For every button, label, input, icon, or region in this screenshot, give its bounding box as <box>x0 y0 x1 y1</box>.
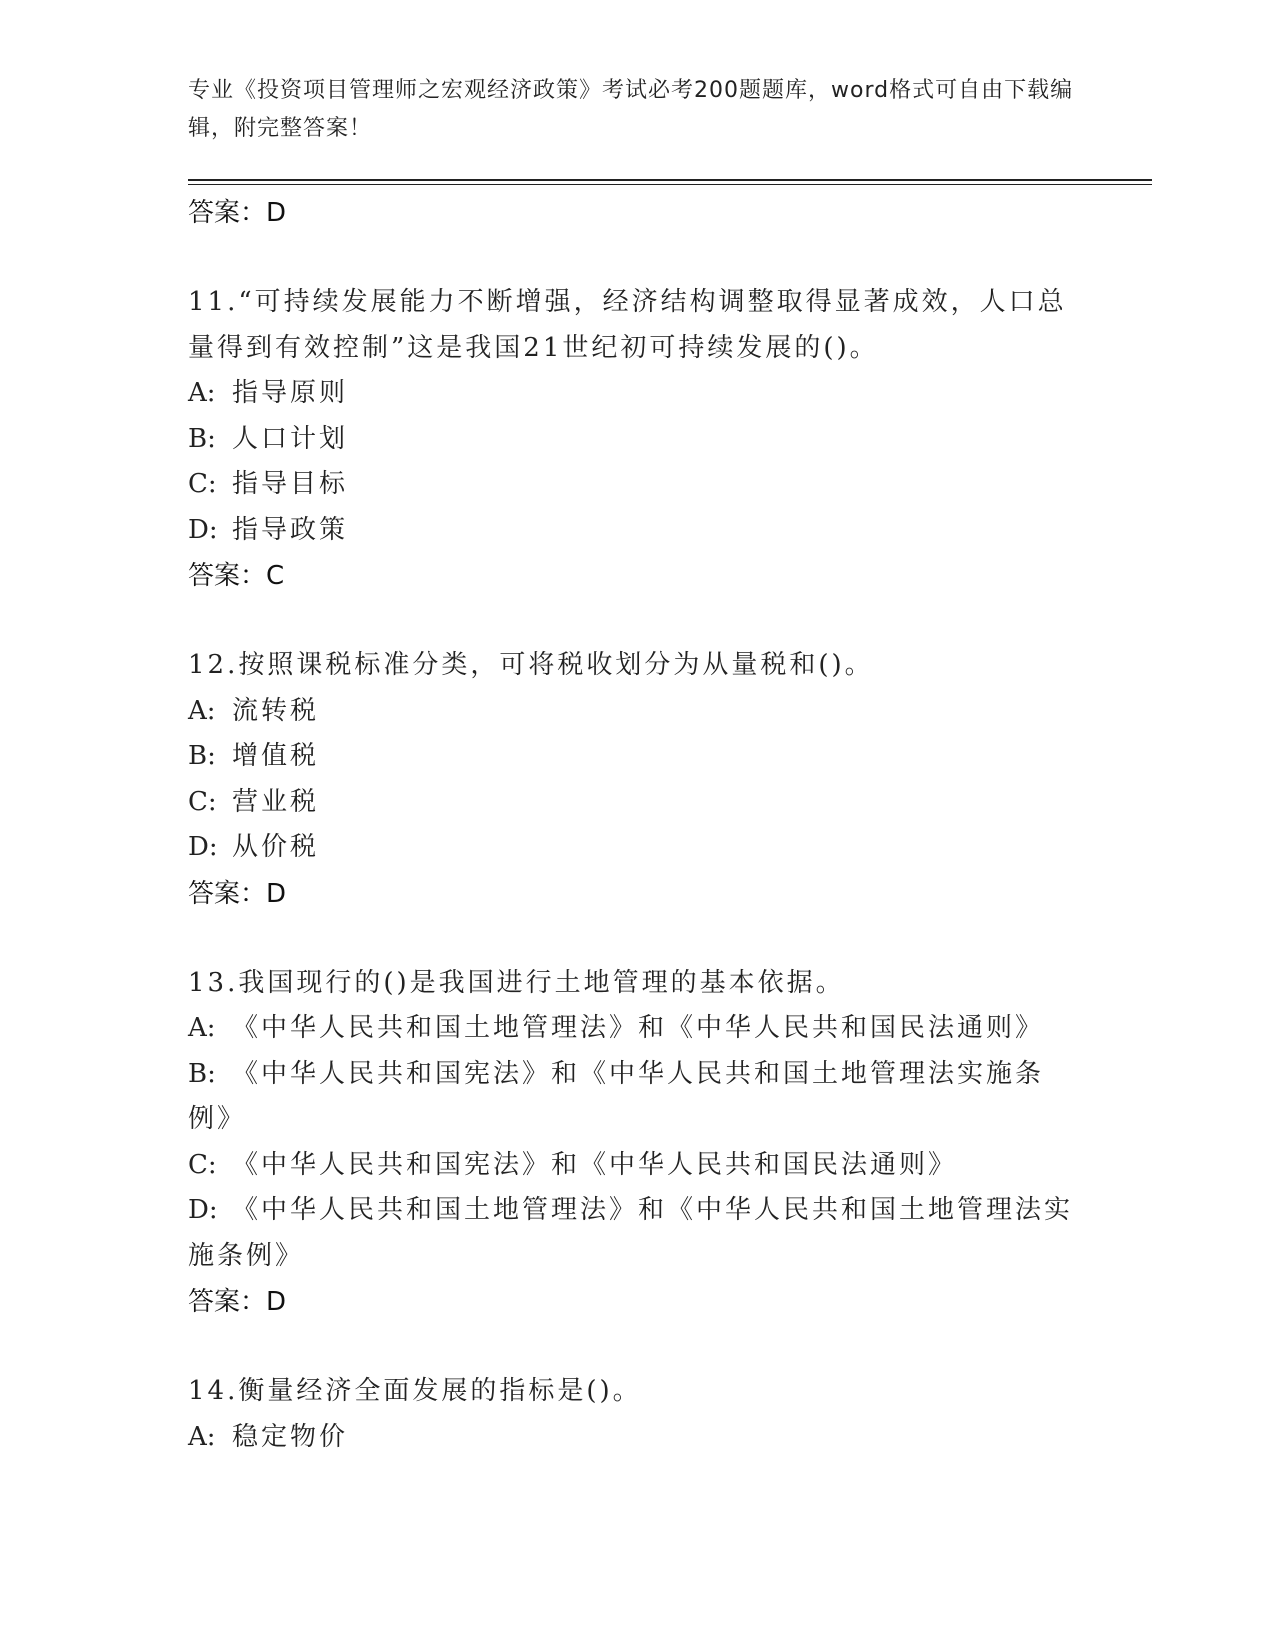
option-b <box>188 417 1088 463</box>
answer-line <box>188 190 1088 236</box>
answer-line <box>188 1279 1088 1325</box>
option-c <box>188 1143 1088 1189</box>
header-rule-thick <box>188 179 1152 181</box>
answer-value: D <box>266 1287 287 1317</box>
option-d <box>188 825 1088 871</box>
option-key: C: <box>188 786 217 817</box>
spacer <box>188 599 1088 643</box>
header-rule-thin <box>188 184 1152 185</box>
option-key: A: <box>188 1013 216 1043</box>
option-b <box>188 1052 1088 1143</box>
option-key: B: <box>188 741 216 771</box>
option-d <box>188 1188 1088 1279</box>
option-text: 《中华人民共和国土地管理法》和《中华人民共和国民法通则》 <box>232 1013 1045 1043</box>
option-text: 指导政策 <box>232 514 349 545</box>
option-text: 指导目标 <box>232 469 349 499</box>
spacer <box>188 236 1088 280</box>
option-key: D: <box>188 514 218 545</box>
option-c <box>188 780 1088 826</box>
document-header: 专业《投资项目管理师之宏观经济政策》考试必考200题题库，word格式可自由下载编辑，附完整答案！ <box>188 78 1074 141</box>
answer-value: C <box>266 561 285 591</box>
answer-line <box>188 553 1088 599</box>
question-14-text: 14.衡量经济全面发展的指标是()。 <box>188 1376 642 1406</box>
spacer <box>188 917 1088 961</box>
option-a <box>188 371 1088 417</box>
option-key: A: <box>188 378 216 408</box>
answer-prefix: 答案： <box>188 1287 267 1317</box>
option-key: A: <box>188 695 216 726</box>
answer-prefix: 答案： <box>188 878 267 909</box>
option-a <box>188 689 1088 735</box>
option-text: 《中华人民共和国土地管理法》和《中华人民共和国土地管理法实施条例》 <box>188 1195 1074 1271</box>
option-text: 人口计划 <box>232 423 349 454</box>
option-key: D: <box>188 1195 218 1225</box>
option-text: 《中华人民共和国宪法》和《中华人民共和国民法通则》 <box>232 1149 958 1180</box>
option-a <box>188 1006 1088 1052</box>
option-text: 从价税 <box>232 832 320 862</box>
option-text: 稳定物价 <box>232 1421 349 1452</box>
option-text: 指导原则 <box>232 378 349 408</box>
answer-prefix: 答案： <box>188 561 267 591</box>
answer-line <box>188 871 1088 917</box>
answer-value: D <box>266 198 287 228</box>
option-key: B: <box>188 1058 216 1089</box>
spacer <box>188 1325 1088 1369</box>
answer-value: D <box>266 878 287 909</box>
question-12-text: 12.按照课税标准分类，可将税收划分为从量税和()。 <box>188 650 874 680</box>
question-11-text: 11.“可持续发展能力不断增强，经济结构调整取得显著成效，人口总量得到有效控制”这是我国21世纪初可持续发展的()。 <box>188 287 1067 363</box>
option-text: 增值税 <box>232 741 320 771</box>
option-key: B: <box>188 423 216 454</box>
question-list <box>188 190 1088 1460</box>
answer-prefix: 答案： <box>188 198 267 228</box>
question-13-text: 13.我国现行的()是我国进行土地管理的基本依据。 <box>188 967 845 998</box>
option-a <box>188 1415 1088 1461</box>
option-key: C: <box>188 1149 217 1180</box>
option-c <box>188 462 1088 508</box>
option-key: A: <box>188 1421 216 1452</box>
option-text: 《中华人民共和国宪法》和《中华人民共和国土地管理法实施条例》 <box>188 1058 1045 1134</box>
option-d <box>188 508 1088 554</box>
option-text: 流转税 <box>232 695 320 726</box>
option-b <box>188 734 1088 780</box>
option-key: C: <box>188 469 217 499</box>
option-key: D: <box>188 832 218 862</box>
option-text: 营业税 <box>232 786 320 817</box>
